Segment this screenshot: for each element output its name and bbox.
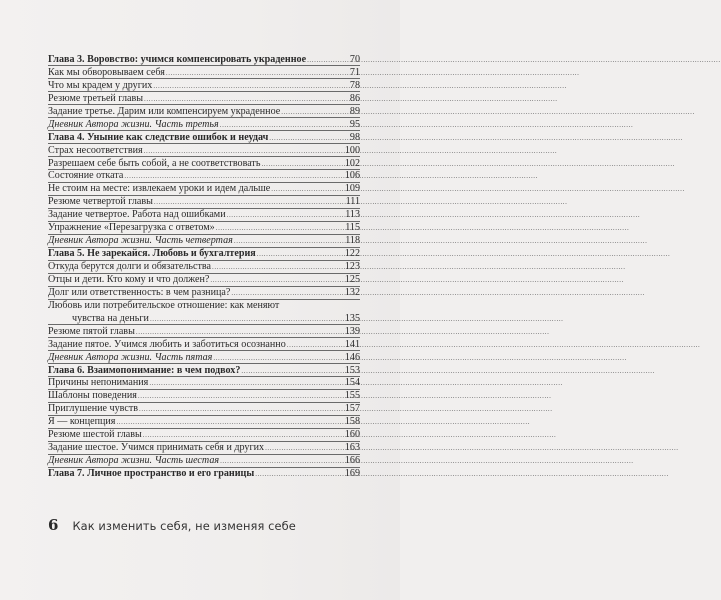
row-divider <box>48 104 360 105</box>
toc-entry-title: Глава 5. Не зарекайся. Любовь и бухгалтерия <box>48 248 256 260</box>
row-divider <box>48 467 360 468</box>
toc-entry-title: Отцы и дети. Кто кому и что должен? <box>48 273 210 285</box>
row-divider <box>48 324 360 325</box>
row-divider <box>48 247 360 248</box>
toc-entry-title: Как мы обворовываем себя <box>48 66 165 78</box>
row-divider <box>48 91 360 92</box>
toc-entry-title: Не стоим на месте: извлекаем уроки и идем дальше <box>48 183 271 195</box>
toc-entry-page: 160 <box>344 429 360 441</box>
toc-entry-title: Я — концепция <box>48 416 116 428</box>
row-divider <box>48 376 360 377</box>
running-title: Как изменить себя, не изменяя себе <box>72 519 296 533</box>
row-divider <box>48 234 360 235</box>
toc-entry-page: 163 <box>344 442 360 454</box>
toc-entry-title: Долг или ответственность: в чем разница? <box>48 286 231 298</box>
row-divider <box>48 350 360 351</box>
toc-entry-page: 111 <box>345 196 360 208</box>
toc-entry-title: Причины непонимания <box>48 377 149 389</box>
toc-entry-title: Резюме четвертой главы <box>48 196 153 208</box>
toc-entry-title: Резюме пятой главы <box>48 325 135 337</box>
toc-entry-page: 125 <box>344 273 360 285</box>
row-divider <box>48 415 360 416</box>
toc-chapter-entry <box>48 468 360 481</box>
toc-entry-page: 166 <box>344 455 360 467</box>
row-divider <box>48 454 360 455</box>
row-divider <box>48 169 360 170</box>
toc-entry-page: 158 <box>344 416 360 428</box>
toc-entry-title-cont: чувства на деньги <box>72 312 149 324</box>
toc-entry-title: Глава 6. Взаимопонимание: в чем подвох? <box>48 364 241 376</box>
toc-entry-title: Состояние отката <box>48 170 124 182</box>
toc-entry-page: 70 <box>349 54 360 65</box>
toc-entry-page: 98 <box>349 131 360 143</box>
toc-entry-page: 146 <box>344 351 360 363</box>
toc-entry-page: 113 <box>345 209 360 221</box>
row-divider <box>48 260 360 261</box>
toc-entry-title: Страх несоответствия <box>48 144 143 156</box>
toc-entry-title: Глава 3. Воровство: учимся компенсировать украденное <box>48 54 307 65</box>
row-divider <box>48 441 360 442</box>
toc-entry-title: Резюме третьей главы <box>48 92 144 104</box>
toc-entry-page: 123 <box>344 261 360 272</box>
toc-entry-title: Откуда берутся долги и обязательства <box>48 261 212 272</box>
toc-entry-title: Дневник Автора жизни. Часть третья <box>48 118 219 130</box>
row-divider <box>48 195 360 196</box>
toc-entry-title: Задание четвертое. Работа над ошибками <box>48 209 226 221</box>
toc-entry-page: 102 <box>344 157 360 169</box>
row-divider <box>48 363 360 364</box>
toc-entry-title: Упражнение «Перезагрузка с ответом» <box>48 222 215 234</box>
row-divider <box>48 286 360 287</box>
toc-entry-title: Дневник Автора жизни. Часть шестая <box>48 455 220 467</box>
row-divider <box>48 182 360 183</box>
toc-entry-title: Задание третье. Дарим или компенсируем украденное <box>48 105 281 117</box>
toc-entry-page: 115 <box>345 222 360 234</box>
toc-entry-page: 139 <box>344 325 360 337</box>
row-divider <box>48 402 360 403</box>
toc-entry-title: Разрешаем себе быть собой, а не соответствовать <box>48 157 261 169</box>
toc-entry-page: 157 <box>344 403 360 415</box>
toc-entry-title: Любовь или потребительское отношение: как меняют <box>48 299 280 311</box>
toc-entry-page: 100 <box>344 144 360 156</box>
row-divider <box>48 337 360 338</box>
row-divider <box>48 78 360 79</box>
toc-entry-title: Дневник Автора жизни. Часть пятая <box>48 351 213 363</box>
toc-entry-page: 141 <box>344 338 360 350</box>
toc-entry-page: 71 <box>349 66 360 78</box>
row-divider <box>48 208 360 209</box>
row-divider <box>48 143 360 144</box>
toc-entry-page: 78 <box>349 79 360 91</box>
toc-entry <box>48 300 360 326</box>
toc-entry-page: 109 <box>344 183 360 195</box>
toc-entry-title: Приглушение чувств <box>48 403 138 415</box>
toc-entry-page: 106 <box>344 170 360 182</box>
toc-entry-page: 155 <box>344 390 360 402</box>
toc-entry-page: 86 <box>349 92 360 104</box>
toc-entry-page: 122 <box>344 248 360 260</box>
toc-entry-title: Что мы крадем у других <box>48 79 153 91</box>
toc-entry-page: 118 <box>345 235 360 247</box>
row-divider <box>48 156 360 157</box>
row-divider <box>48 130 360 131</box>
row-divider <box>48 273 360 274</box>
toc-entry-title: Дневник Автора жизни. Часть четвертая <box>48 235 233 247</box>
toc-entry-page: 154 <box>344 377 360 389</box>
toc-entry-page: 132 <box>344 286 360 298</box>
toc-entry-page: 95 <box>349 118 360 130</box>
row-divider <box>48 299 360 300</box>
row-divider <box>48 117 360 118</box>
toc-entry-title: Глава 7. Личное пространство и его границы <box>48 468 255 479</box>
leader-dots <box>255 468 344 481</box>
toc-entry-title: Задание пятое. Учимся любить и заботиться осознанно <box>48 338 286 350</box>
row-divider <box>48 428 360 429</box>
page-number: 6 <box>48 516 59 534</box>
row-divider <box>48 65 360 66</box>
toc-entry-page: 135 <box>344 312 360 324</box>
page-footer <box>48 516 368 534</box>
toc-entry-title: Глава 4. Уныние как следствие ошибок и неудач <box>48 131 269 143</box>
row-divider <box>48 221 360 222</box>
row-divider <box>48 389 360 390</box>
toc-entry-page: 169 <box>344 468 360 479</box>
toc-entry-page: 153 <box>344 364 360 376</box>
toc-entry-title: Задание шестое. Учимся принимать себя и других <box>48 442 265 454</box>
toc-entry-page: 89 <box>349 105 360 117</box>
toc-entry-title: Шаблоны поведения <box>48 390 137 402</box>
toc-entry-title: Резюме шестой главы <box>48 429 142 441</box>
